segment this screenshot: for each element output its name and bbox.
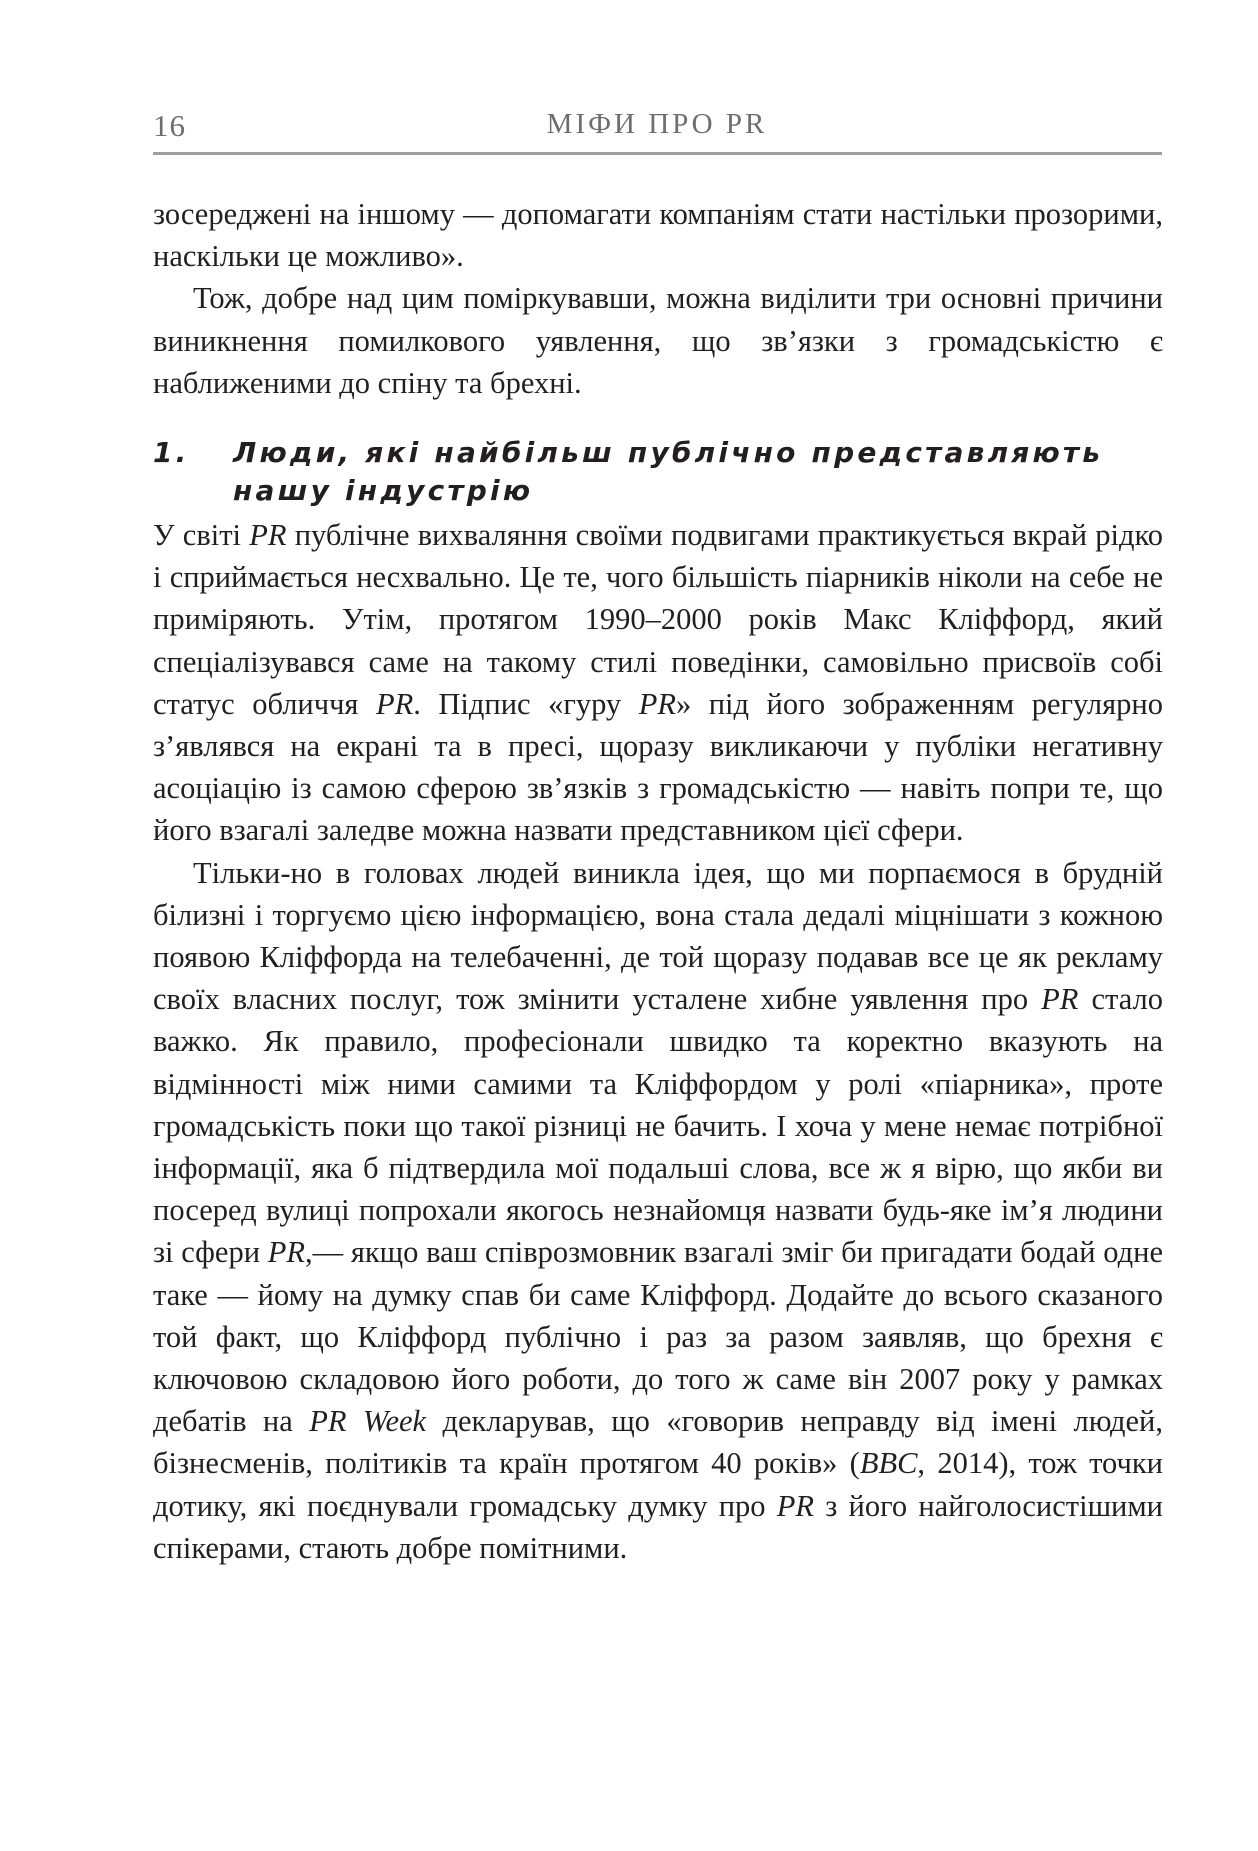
page-number: 16 [153, 108, 186, 143]
italic-run: PR [267, 1235, 305, 1270]
paragraph-continuation: зосереджені на іншому — допомагати компаніям стати настільки прозорими, наскільки це можливо». [153, 197, 1163, 274]
text-run: » під його зображенням регулярно з’являвся на екрані та в пресі, щоразу викликаючи у публіки негативну асоціацію із самою сферою зв’язків з громадськістю — навіть попри те, що його взагалі заледве можна назвати представником цієї сфери. [153, 686, 1163, 848]
text-run: з його найголосистішими спікерами, стають добре помітними. [153, 1488, 1164, 1565]
text-run: декларував, що «говорив неправду від імені людей, бізнесменів, політиків та країн протягом 40 років» ( [153, 1404, 1163, 1481]
italic-run: PR [1041, 982, 1079, 1017]
italic-run: PR Week [309, 1404, 427, 1439]
paragraph-reasons: Тож, добре над цим поміркувавши, можна виділити три основні причини виникнення помилкового уявлення, що зв’язки з громадськістю є наближеними до спіну та брехні. [153, 281, 1163, 400]
header-divider [153, 152, 1162, 155]
paragraph-clifford [153, 852, 1163, 1569]
text-run: Тільки-но в головах людей виникла ідея, що ми порпаємося в брудній білизні і торгуємо цією інформацією, вона стала дедалі міцнішати з кожною появою Кліффорда на телебаченні, де той щоразу подавав все це як рекламу своїх власних послуг, тож змінити усталене хибне уявлення про [153, 855, 1163, 1017]
text-run: публічне вихваляння своїми подвигами практикується вкрай рідко і сприймається несхвально. Це те, чого більшість піарників ніколи на себе не приміряють. Утім, протягом 1990–2000 років Макс Кліффорд, який спеціалізувався саме на такому стилі поведінки, самовільно присвоїв собі статус обличчя [153, 518, 1163, 721]
section-number: 1. [153, 436, 190, 470]
paragraph-pr-world [153, 514, 1163, 852]
italic-run: PR [375, 686, 414, 721]
text-run: стало важко. Як правило, професіонали швидко та коректно вказують на відмінності між ними самими та Кліффордом у ролі «піарника», проте громадськість поки що такої різниці не бачить. І хоча у мене немає потрібної інформації, яка б підтвердила мої подальші слова, все ж я вірю, що якби ви посеред вулиці попрохали якогось незнайомця назвати будь-яке ім’я людини зі сфери [153, 982, 1163, 1270]
italic-run: PR [249, 518, 287, 553]
italic-run: BBC [859, 1446, 918, 1481]
italic-run: PR [638, 686, 676, 721]
body-text [153, 193, 1163, 1569]
page-header [153, 108, 1161, 152]
section-title: Люди, які найбільш публічно представляють нашу індустрію [233, 436, 1104, 508]
text-run: , 2014), тож точки дотику, які поєднували громадську думку про [153, 1446, 1164, 1523]
text-run: У світі [153, 518, 250, 553]
text-run: . Підпис «гуру [413, 686, 639, 721]
section-heading [153, 434, 1163, 510]
text-run: ,— якщо ваш співрозмовник взагалі зміг би пригадати бодай одне таке — йому на думку спав би саме Кліффорд. Додайте до всього сказаного той факт, що Кліффорд публічно і раз за разом заявляв, що брехня є ключовою складовою його роботи, до того ж саме він 2007 року у рамках дебатів на [153, 1235, 1163, 1439]
italic-run: PR [776, 1488, 815, 1523]
running-title: МІФИ ПРО PR [546, 108, 768, 140]
